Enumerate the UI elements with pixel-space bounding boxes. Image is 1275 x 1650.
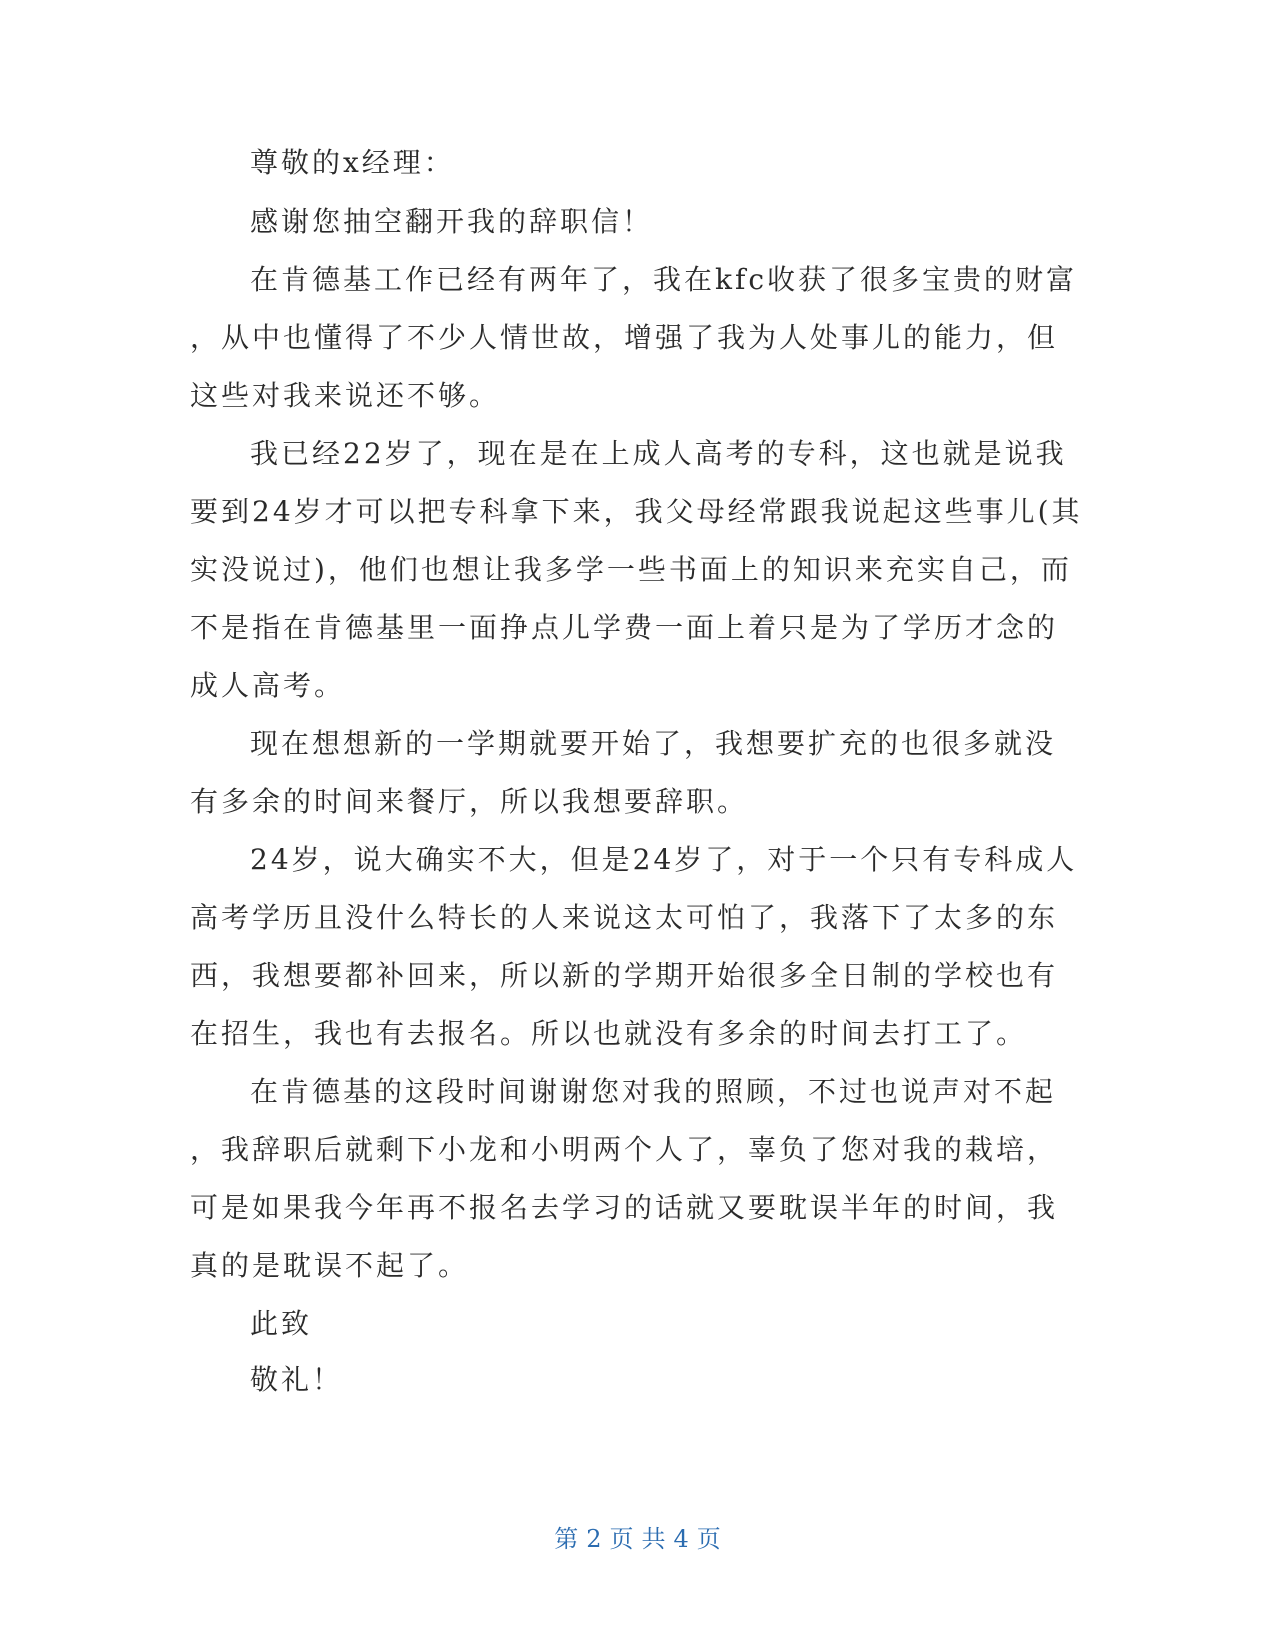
- paragraph-5-line-1: 在肯德基的这段时间谢谢您对我的照顾，不过也说声对不起: [250, 1075, 1057, 1108]
- footer-ye: 页: [609, 1525, 634, 1553]
- paragraph-4-line-4: 在招生，我也有去报名。所以也就没有多余的时间去打工了。: [190, 1017, 1028, 1050]
- paragraph-5-line-3: 可是如果我今年再不报名去学习的话就又要耽误半年的时间，我: [190, 1191, 1059, 1224]
- paragraph-1-line-1: 在肯德基工作已经有两年了，我在kfc收获了很多宝贵的财富: [250, 263, 1078, 296]
- paragraph-3-line-2: 有多余的时间来餐厅，所以我想要辞职。: [190, 785, 749, 818]
- paragraph-5-line-4: 真的是耽误不起了。: [190, 1249, 470, 1282]
- footer-total-pages: 4: [673, 1525, 689, 1553]
- paragraph-4-line-3: 西，我想要都补回来，所以新的学期开始很多全日制的学校也有: [190, 959, 1059, 992]
- salutation: 尊敬的x经理：: [250, 146, 455, 179]
- closing-line-1: 此致: [250, 1307, 313, 1340]
- footer-page-number: 2: [586, 1525, 602, 1553]
- footer-ye-2: 页: [696, 1525, 721, 1553]
- paragraph-1-line-3: 这些对我来说还不够。: [190, 379, 501, 412]
- paragraph-2-line-2: 要到24岁才可以把专科拿下来，我父母经常跟我说起这些事儿(其: [190, 495, 1083, 528]
- paragraph-2-line-1: 我已经22岁了，现在是在上成人高考的专科，这也就是说我: [250, 437, 1067, 470]
- footer-di: 第: [554, 1525, 579, 1553]
- paragraph-3-line-1: 现在想想新的一学期就要开始了，我想要扩充的也很多就没: [250, 727, 1057, 760]
- closing-line-2: 敬礼！: [250, 1363, 344, 1396]
- paragraph-4-line-2: 高考学历且没什么特长的人来说这太可怕了，我落下了太多的东: [190, 901, 1059, 934]
- page-number-footer: [0, 1523, 1275, 1555]
- paragraph-5-line-2: ，我辞职后就剩下小龙和小明两个人了，辜负了您对我的栽培，: [190, 1133, 1059, 1166]
- paragraph-4-line-1: 24岁，说大确实不大，但是24岁了，对于一个只有专科成人: [250, 843, 1078, 876]
- paragraph-2-line-3: 实没说过)，他们也想让我多学一些书面上的知识来充实自己，而: [190, 553, 1072, 586]
- paragraph-2-line-4: 不是指在肯德基里一面挣点儿学费一面上着只是为了学历才念的: [190, 611, 1059, 644]
- paragraph-2-line-5: 成人高考。: [190, 669, 346, 702]
- paragraph-1-line-2: ，从中也懂得了不少人情世故，增强了我为人处事儿的能力，但: [190, 321, 1059, 354]
- footer-gong: 共: [641, 1525, 666, 1553]
- thanks-line: 感谢您抽空翻开我的辞职信！: [250, 205, 654, 238]
